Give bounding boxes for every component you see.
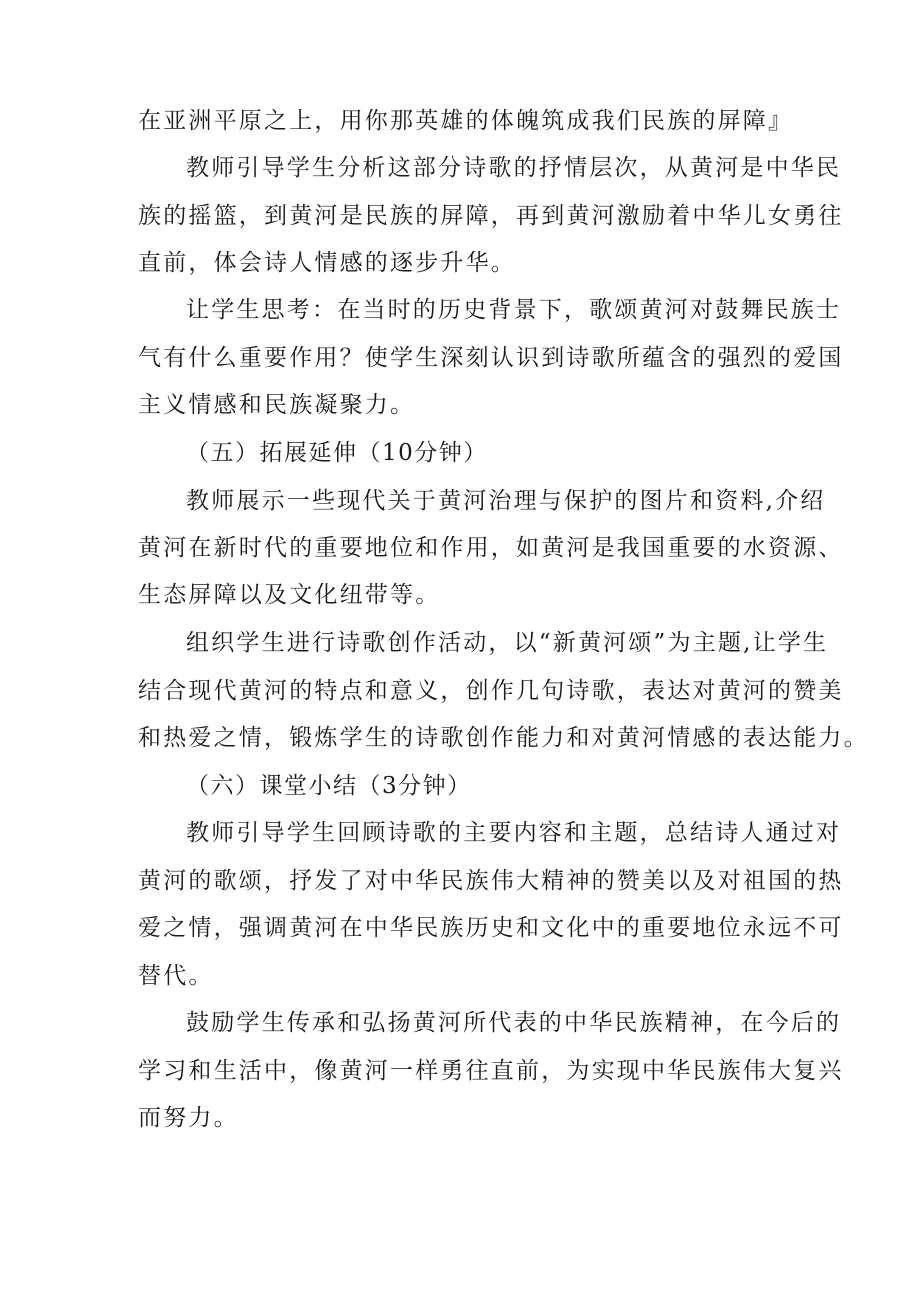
- text-line: 黄河在新时代的重要地位和作用，如黄河是我国重要的水资源、: [138, 535, 844, 561]
- text-line: 结合现代黄河的特点和意义，创作几句诗歌，表达对黄河的赞美: [138, 678, 844, 704]
- text-line: 爱之情，强调黄河在中华民族历史和文化中的重要地位永远不可: [138, 915, 844, 941]
- text-line: 和热爱之情，锻炼学生的诗歌创作能力和对黄河情感的表达能力。: [138, 725, 869, 751]
- section-heading-summary: （六）课堂小结（3分钟）: [186, 773, 472, 799]
- paragraph-first-line: 组织学生进行诗歌创作活动，以“新黄河颂”为主题,让学生: [186, 630, 829, 656]
- paragraph-first-line: 鼓励学生传承和弘扬黄河所代表的中华民族精神，在今后的: [186, 1010, 842, 1036]
- paragraph-first-line: 教师引导学生回顾诗歌的主要内容和主题，总结诗人通过对: [186, 820, 842, 846]
- section-heading-extension: （五）拓展延伸（10分钟）: [186, 440, 488, 466]
- text-line: 黄河的歌颂，抒发了对中华民族伟大精神的赞美以及对祖国的热: [138, 868, 844, 894]
- paragraph-first-line: 教师引导学生分析这部分诗歌的抒情层次，从黄河是中华民: [186, 155, 842, 181]
- text-line: 而努力。: [138, 1105, 239, 1131]
- text-line: 族的摇篮，到黄河是民族的屏障，再到黄河激励着中华儿女勇往: [138, 203, 844, 229]
- text-line: 替代。: [138, 963, 214, 989]
- text-line: 学习和生活中，像黄河一样勇往直前，为实现中华民族伟大复兴: [138, 1058, 844, 1084]
- text-line: 在亚洲平原之上，用你那英雄的体魄筑成我们民族的屏障』: [138, 108, 794, 134]
- paragraph-first-line: 让学生思考：在当时的历史背景下，歌颂黄河对鼓舞民族士: [186, 297, 842, 323]
- text-line: 生态屏障以及文化纽带等。: [138, 582, 441, 608]
- paragraph-first-line: 教师展示一些现代关于黄河治理与保护的图片和资料,介绍: [186, 488, 826, 514]
- text-line: 主义情感和民族凝聚力。: [138, 392, 416, 418]
- text-line: 气有什么重要作用？使学生深刻认识到诗歌所蕴含的强烈的爱国: [138, 345, 844, 371]
- text-line: 直前，体会诗人情感的逐步升华。: [138, 250, 516, 276]
